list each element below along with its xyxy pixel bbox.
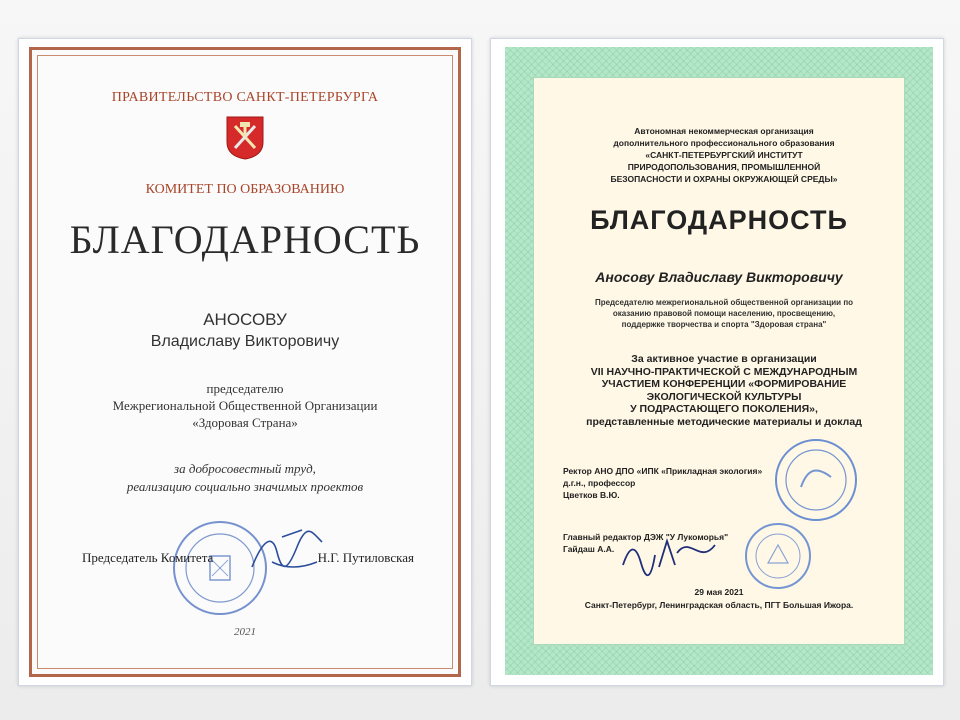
desc-line: Председателю межрегиональной общественной организации по: [594, 298, 854, 307]
right-certificate: [505, 47, 933, 675]
role-line: «Здоровая Страна»: [192, 415, 298, 430]
recipient-description: [563, 297, 885, 330]
st-petersburg-emblem-icon: [226, 116, 264, 160]
certificate-date: 29 мая 2021: [694, 587, 744, 597]
left-certificate: [29, 47, 461, 677]
organization-heading: [565, 125, 883, 185]
editor-signature-block: [563, 531, 728, 555]
recipient-name: Аносову Владиславу Викторовичу: [595, 269, 843, 285]
org-line: БЕЗОПАСНОСТИ И ОХРАНЫ ОКРУЖАЮЩЕЙ СРЕДЫ»: [610, 174, 838, 184]
award-reason: [563, 353, 885, 428]
right-certificate-frame: [490, 38, 944, 686]
certificate-title: БЛАГОДАРНОСТЬ: [590, 205, 848, 235]
recipient-surname: АНОСОВУ: [203, 310, 287, 329]
round-stamp-icon: [743, 521, 813, 591]
org-line: дополнительного профессионального образования: [613, 138, 835, 148]
recipient-role: [32, 380, 458, 431]
signer-title: Председатель Комитета: [82, 550, 214, 565]
certificate-year: 2021: [234, 626, 256, 638]
org-line: Автономная некоммерческая организация: [634, 126, 814, 136]
reason-line: За активное участие в организации: [631, 353, 817, 365]
reason-line: У ПОДРАСТАЮЩЕГО ПОКОЛЕНИЯ»,: [630, 403, 818, 415]
committee-heading: КОМИТЕТ ПО ОБРАЗОВАНИЮ: [145, 182, 345, 197]
reason-line: реализацию социально значимых проектов: [126, 479, 364, 494]
reason-line: представленные методические материалы и доклад: [586, 415, 862, 428]
rector-line: Цветков В.Ю.: [563, 490, 620, 500]
rector-line: Ректор АНО ДПО «ИПК «Прикладная экология»: [563, 466, 763, 476]
government-heading: ПРАВИТЕЛЬСТВО САНКТ-ПЕТЕРБУРГА: [111, 90, 379, 105]
editor-line: Гайдаш А.А.: [563, 544, 615, 554]
org-line: «САНКТ-ПЕТЕРБУРГСКИЙ ИНСТИТУТ: [645, 150, 803, 160]
award-reason: [32, 460, 458, 496]
reason-line: УЧАСТИЕМ КОНФЕРЕНЦИИ «ФОРМИРОВАНИЕ: [601, 378, 847, 390]
reason-line: VII НАУЧНО-ПРАКТИЧЕСКОЙ С МЕЖДУНАРОДНЫМ: [590, 365, 858, 378]
rector-signature-block: [563, 465, 762, 501]
left-certificate-frame: [18, 38, 472, 686]
reason-line: за добросовестный труд,: [174, 461, 316, 476]
reason-line: ЭКОЛОГИЧЕСКОЙ КУЛЬТУРЫ: [646, 390, 802, 403]
certificate-place: Санкт-Петербург, Ленинградская область, ПГТ Большая Ижора.: [584, 600, 854, 610]
rector-line: д.г.н., профессор: [563, 478, 636, 488]
role-line: Межрегиональной Общественной Организации: [112, 398, 378, 413]
editor-line: Главный редактор ДЭЖ "У Лукоморья": [563, 532, 729, 542]
recipient-name: Владиславу Викторовичу: [150, 333, 340, 350]
round-stamp-icon: [773, 437, 859, 523]
signer-name: Н.Г. Путиловская: [317, 550, 414, 565]
desc-line: поддержке творчества и спорта "Здоровая страна": [621, 320, 827, 329]
certificate-title: БЛАГОДАРНОСТЬ: [69, 217, 421, 262]
desc-line: оказанию правовой помощи населению, просвещению,: [612, 309, 836, 318]
role-line: председателю: [206, 381, 284, 396]
org-line: ПРИРОДОПОЛЬЗОВАНИЯ, ПРОМЫШЛЕННОЙ: [627, 162, 821, 172]
